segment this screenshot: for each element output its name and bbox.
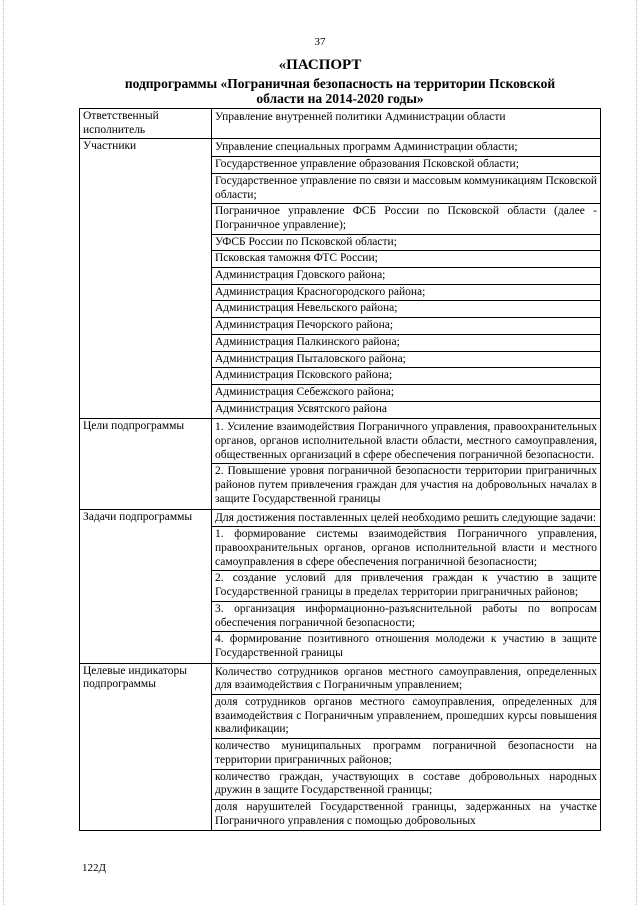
row-value <box>212 663 601 831</box>
list-item: 4. формирование позитивного отношения молодежи к участию в защите Государственной границы <box>215 633 597 659</box>
row-label: Целевые индикаторы подпрограммы <box>80 663 212 831</box>
list-item: Администрация Себежского района; <box>212 385 600 402</box>
list-item: 1. формирование системы взаимодействия Пограничного управления, правоохранительных органов, органов исполнительной власти и местного самоуправления в сфере обеспечения пограничной безопасности; <box>212 527 600 571</box>
list-item: Псковская таможня ФТС России; <box>212 251 600 268</box>
list-item: Администрация Гдовского района; <box>212 268 600 285</box>
subtitle-line-1: подпрограммы «Пограничная безопасность на территории Псковской <box>124 76 556 91</box>
row-value <box>212 109 601 139</box>
table-row <box>80 139 601 419</box>
passport-table <box>79 108 601 831</box>
list-item: Пограничное управление ФСБ России по Псковской области (далее - Пограничное управление); <box>212 204 600 234</box>
list-item: 2. создание условий для привлечения граждан к участию в защите Государственной границы в пределах территории приграничных районов; <box>212 571 600 601</box>
list-item: Администрация Палкинского района; <box>212 335 600 352</box>
page-number: 37 <box>314 36 326 48</box>
list-item: Управление специальных программ Администрации области; <box>212 140 600 157</box>
list-item: Администрация Невельского района; <box>212 301 600 318</box>
list-item: Администрация Пыталовского района; <box>212 352 600 369</box>
list-item: УФСБ России по Псковской области; <box>212 235 600 252</box>
list-item: Администрация Печорского района; <box>212 318 600 335</box>
list-item: Государственное управление образования Псковской области; <box>212 157 600 174</box>
row-value <box>212 139 601 419</box>
list-item: Для достижения поставленных целей необходимо решить следующие задачи: <box>212 511 600 528</box>
footer-code: 122Д <box>82 862 107 874</box>
row-label: Ответственный исполнитель <box>80 109 212 139</box>
list-item: количество граждан, участвующих в составе добровольных народных дружин в защите Государственной границы; <box>212 770 600 800</box>
table-row <box>80 663 601 831</box>
row-label: Цели подпрограммы <box>80 419 212 509</box>
table-row <box>80 419 601 509</box>
row-label: Участники <box>80 139 212 419</box>
list-item: Администрация Красногородского района; <box>212 285 600 302</box>
table-row <box>80 509 601 663</box>
document-subtitle <box>90 76 590 106</box>
list-item: количество муниципальных программ пограничной безопасности на территории приграничных районов; <box>212 739 600 769</box>
right-scan-edge <box>636 0 638 905</box>
row-value <box>212 509 601 663</box>
left-scan-edge <box>3 0 5 905</box>
list-item: 2. Повышение уровня пограничной безопасности территории приграничных районов путем привлечения граждан для участия на добровольных началах в защите Государственной границы <box>215 465 597 505</box>
list-item: доля нарушителей Государственной границы, задержанных на участке Пограничного управления с помощью добровольных <box>215 800 597 827</box>
list-item: Управление внутренней политики Администрации области <box>215 111 506 123</box>
document-title: «ПАСПОРТ <box>278 57 362 73</box>
row-label: Задачи подпрограммы <box>80 509 212 663</box>
list-item: Администрация Усвятского района <box>215 402 388 415</box>
subtitle-line-2: области на 2014-2020 годы» <box>256 91 424 106</box>
passport-table-body <box>80 109 601 831</box>
list-item: доля сотрудников органов местного самоуправления, определенных для взаимодействия с Пограничным управлением, прошедших курсы повышения квалификации; <box>212 695 600 739</box>
list-item: 3. организация информационно-разъяснительной работы по вопросам обеспечения пограничной безопасности; <box>212 602 600 632</box>
list-item: 1. Усиление взаимодействия Пограничного управления, правоохранительных органов, органов исполнительной власти области, местного самоуправления, общественных организаций в сфере обеспечения пограничной безопасности. <box>212 420 600 464</box>
row-value <box>212 419 601 509</box>
list-item: Администрация Псковского района; <box>212 368 600 385</box>
list-item: Государственное управление по связи и массовым коммуникациям Псковской области; <box>212 174 600 204</box>
table-row <box>80 109 601 139</box>
list-item: Количество сотрудников органов местного самоуправления, определенных для взаимодействия с Пограничным управлением; <box>212 665 600 695</box>
